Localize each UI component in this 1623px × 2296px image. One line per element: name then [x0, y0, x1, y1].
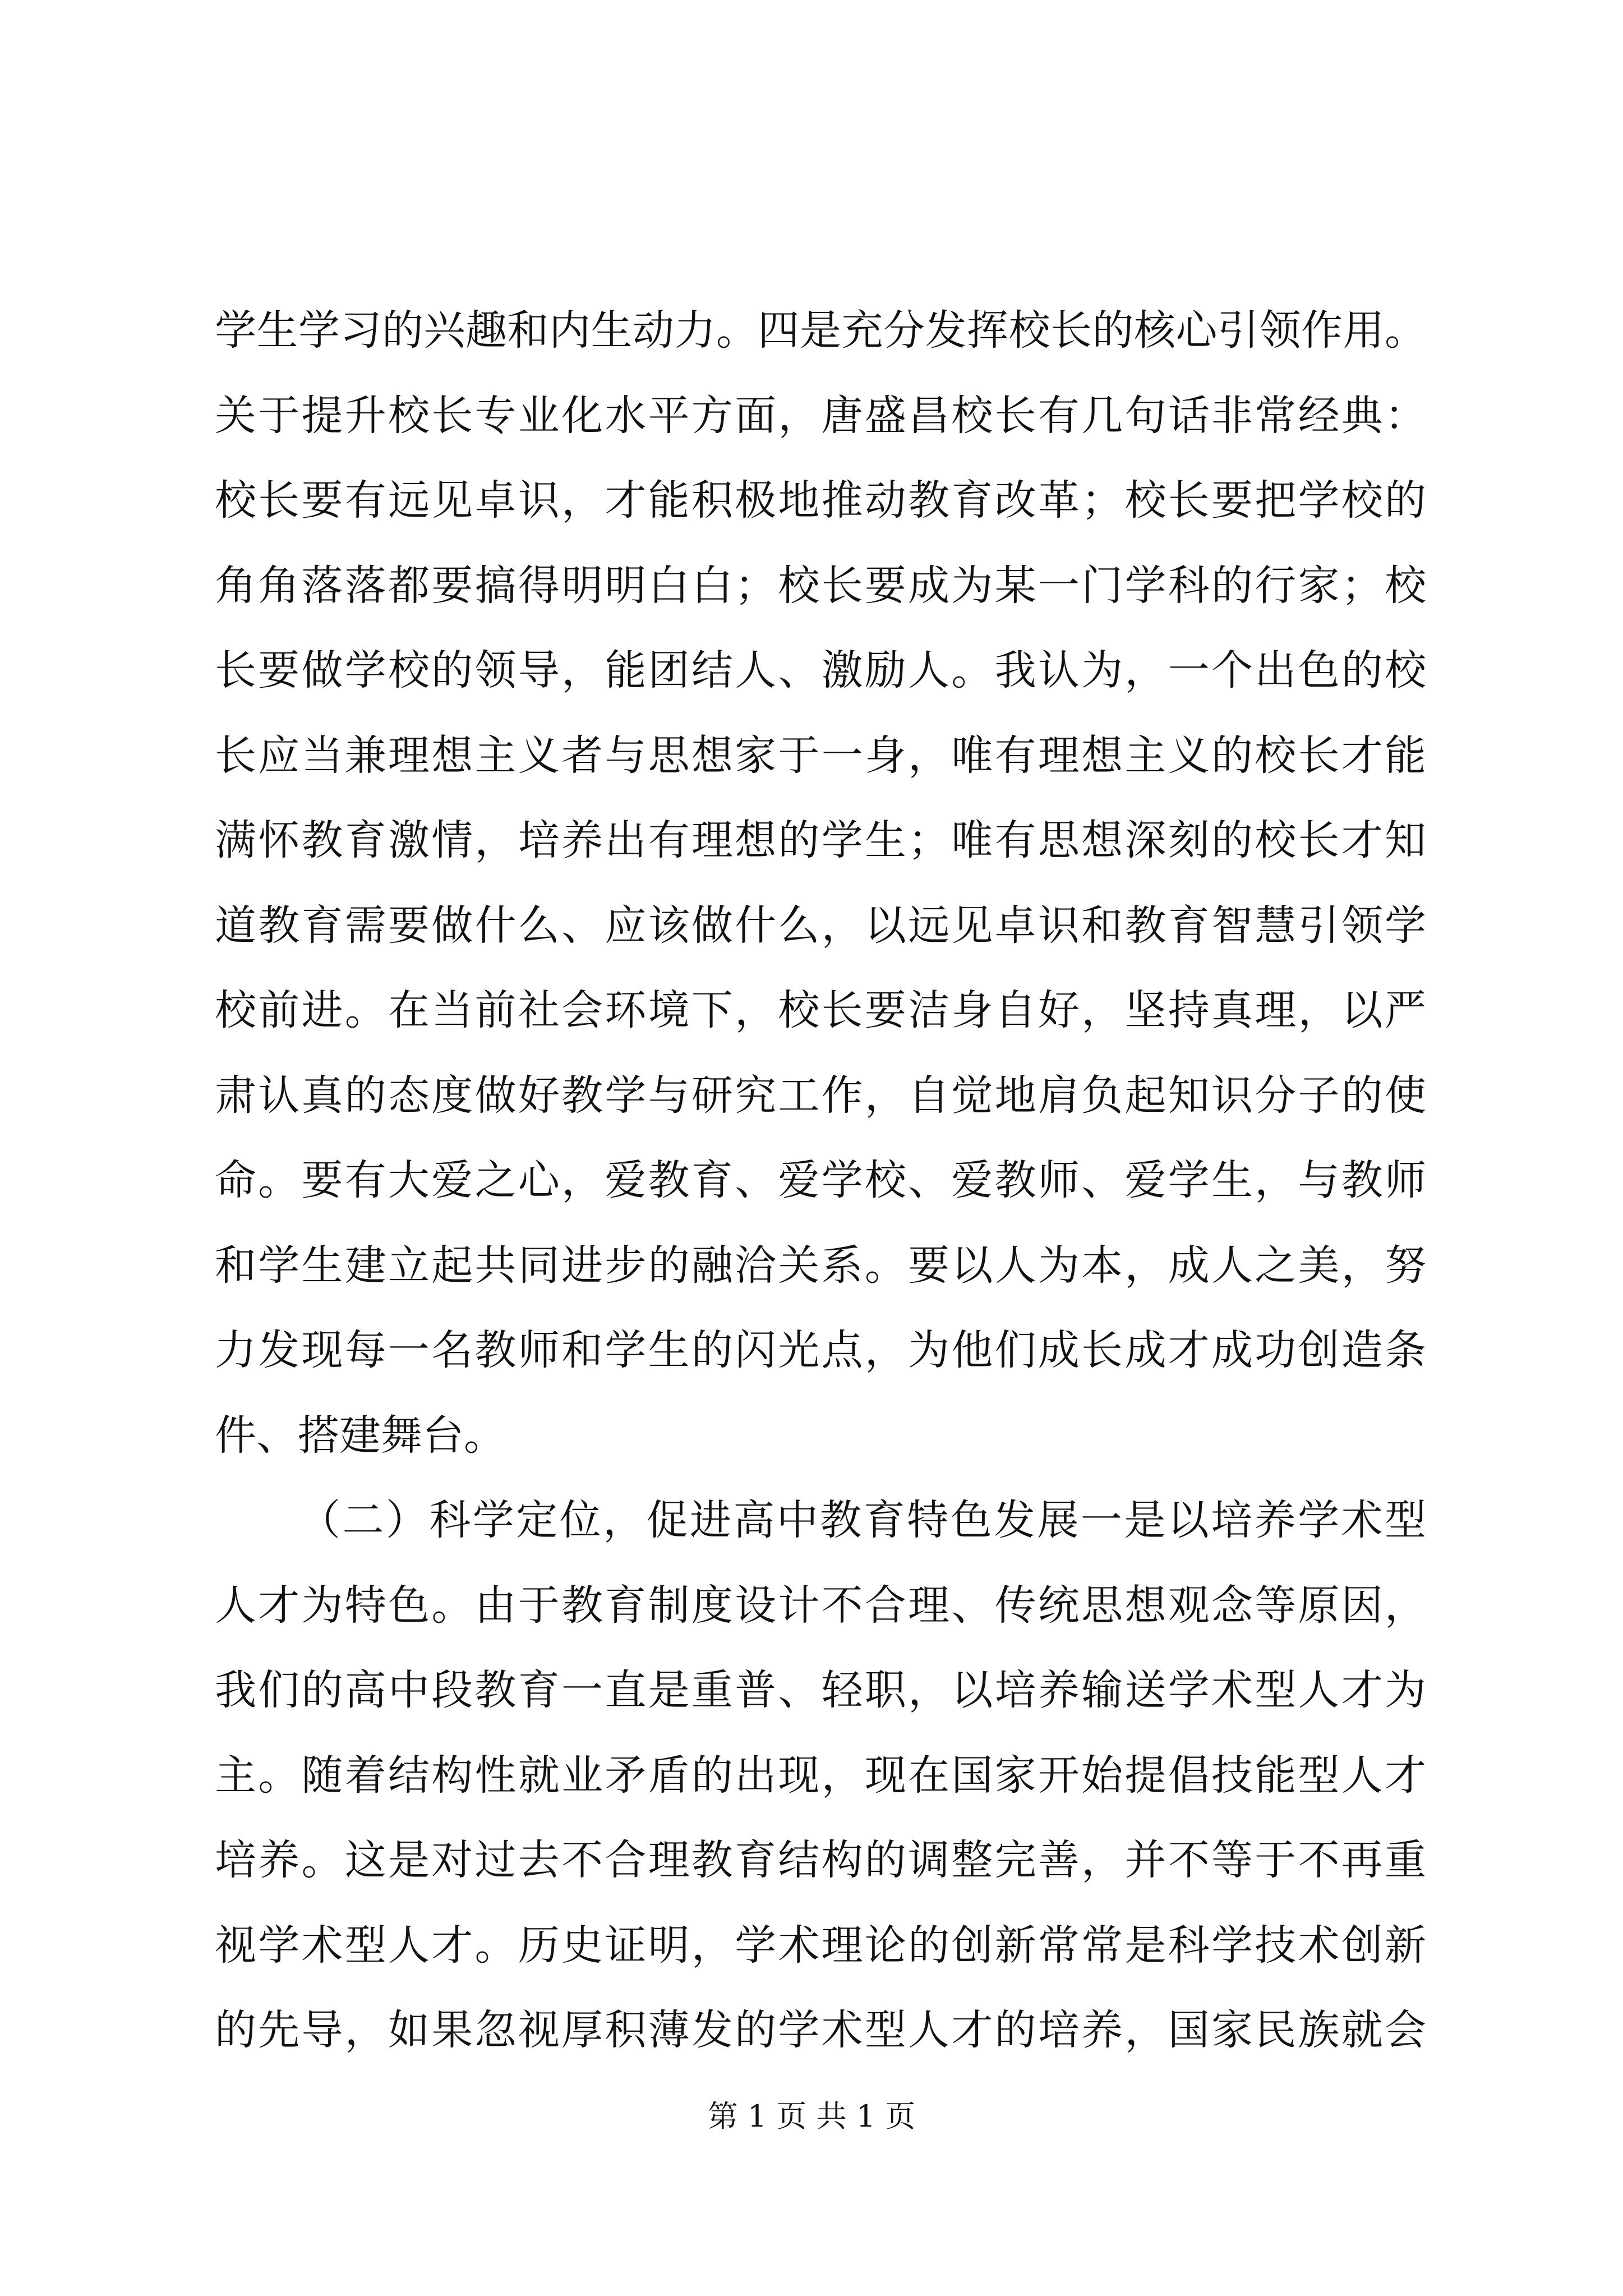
text-line: 肃认真的态度做好教学与研究工作，自觉地肩负起知识分子的使	[215, 1071, 1426, 1120]
page-number: 第 1 页 共 1 页	[707, 2099, 916, 2134]
text-line: 关于提升校长专业化水平方面，唐盛昌校长有几句话非常经典：	[215, 391, 1426, 440]
text-line: 长要做学校的领导，能团结人、激励人。我认为，一个出色的校	[215, 646, 1426, 694]
text-line: 道教育需要做什么、应该做什么，以远见卓识和教育智慧引领学	[215, 901, 1426, 950]
text-line: 人才为特色。由于教育制度设计不合理、传统思想观念等原因，	[215, 1581, 1426, 1630]
text-line: 学生学习的兴趣和内生动力。四是充分发挥校长的核心引领作用。	[215, 306, 1426, 355]
text-line: 满怀教育激情，培养出有理想的学生；唯有思想深刻的校长才知	[215, 816, 1426, 864]
body-text	[215, 288, 1426, 2073]
text-line: 力发现每一名教师和学生的闪光点，为他们成长成才成功创造条	[215, 1326, 1426, 1374]
text-line: 我们的高中段教育一直是重普、轻职，以培养输送学术型人才为	[215, 1666, 1426, 1714]
text-line: 校前进。在当前社会环境下，校长要洁身自好，坚持真理，以严	[215, 986, 1426, 1034]
text-line: 主。随着结构性就业矛盾的出现，现在国家开始提倡技能型人才	[215, 1751, 1426, 1800]
text-line: 视学术型人才。历史证明，学术理论的创新常常是科学技术创新	[215, 1921, 1426, 1970]
text-line: 和学生建立起共同进步的融洽关系。要以人为本，成人之美，努	[215, 1241, 1426, 1290]
text-line: 长应当兼理想主义者与思想家于一身，唯有理想主义的校长才能	[215, 731, 1426, 780]
text-line: 培养。这是对过去不合理教育结构的调整完善，并不等于不再重	[215, 1836, 1426, 1884]
page-footer	[0, 2097, 1623, 2136]
text-line: 命。要有大爱之心，爱教育、爱学校、爱教师、爱学生，与教师	[215, 1156, 1426, 1204]
section-heading-line: （二）科学定位，促进高中教育特色发展一是以培养学术型	[299, 1496, 1426, 1544]
text-line: 件、搭建舞台。	[215, 1411, 505, 1460]
text-line: 的先导，如果忽视厚积薄发的学术型人才的培养，国家民族就会	[215, 2006, 1426, 2054]
text-line: 校长要有远见卓识，才能积极地推动教育改革；校长要把学校的	[215, 476, 1426, 524]
text-line: 角角落落都要搞得明明白白；校长要成为某一门学科的行家；校	[215, 561, 1426, 610]
